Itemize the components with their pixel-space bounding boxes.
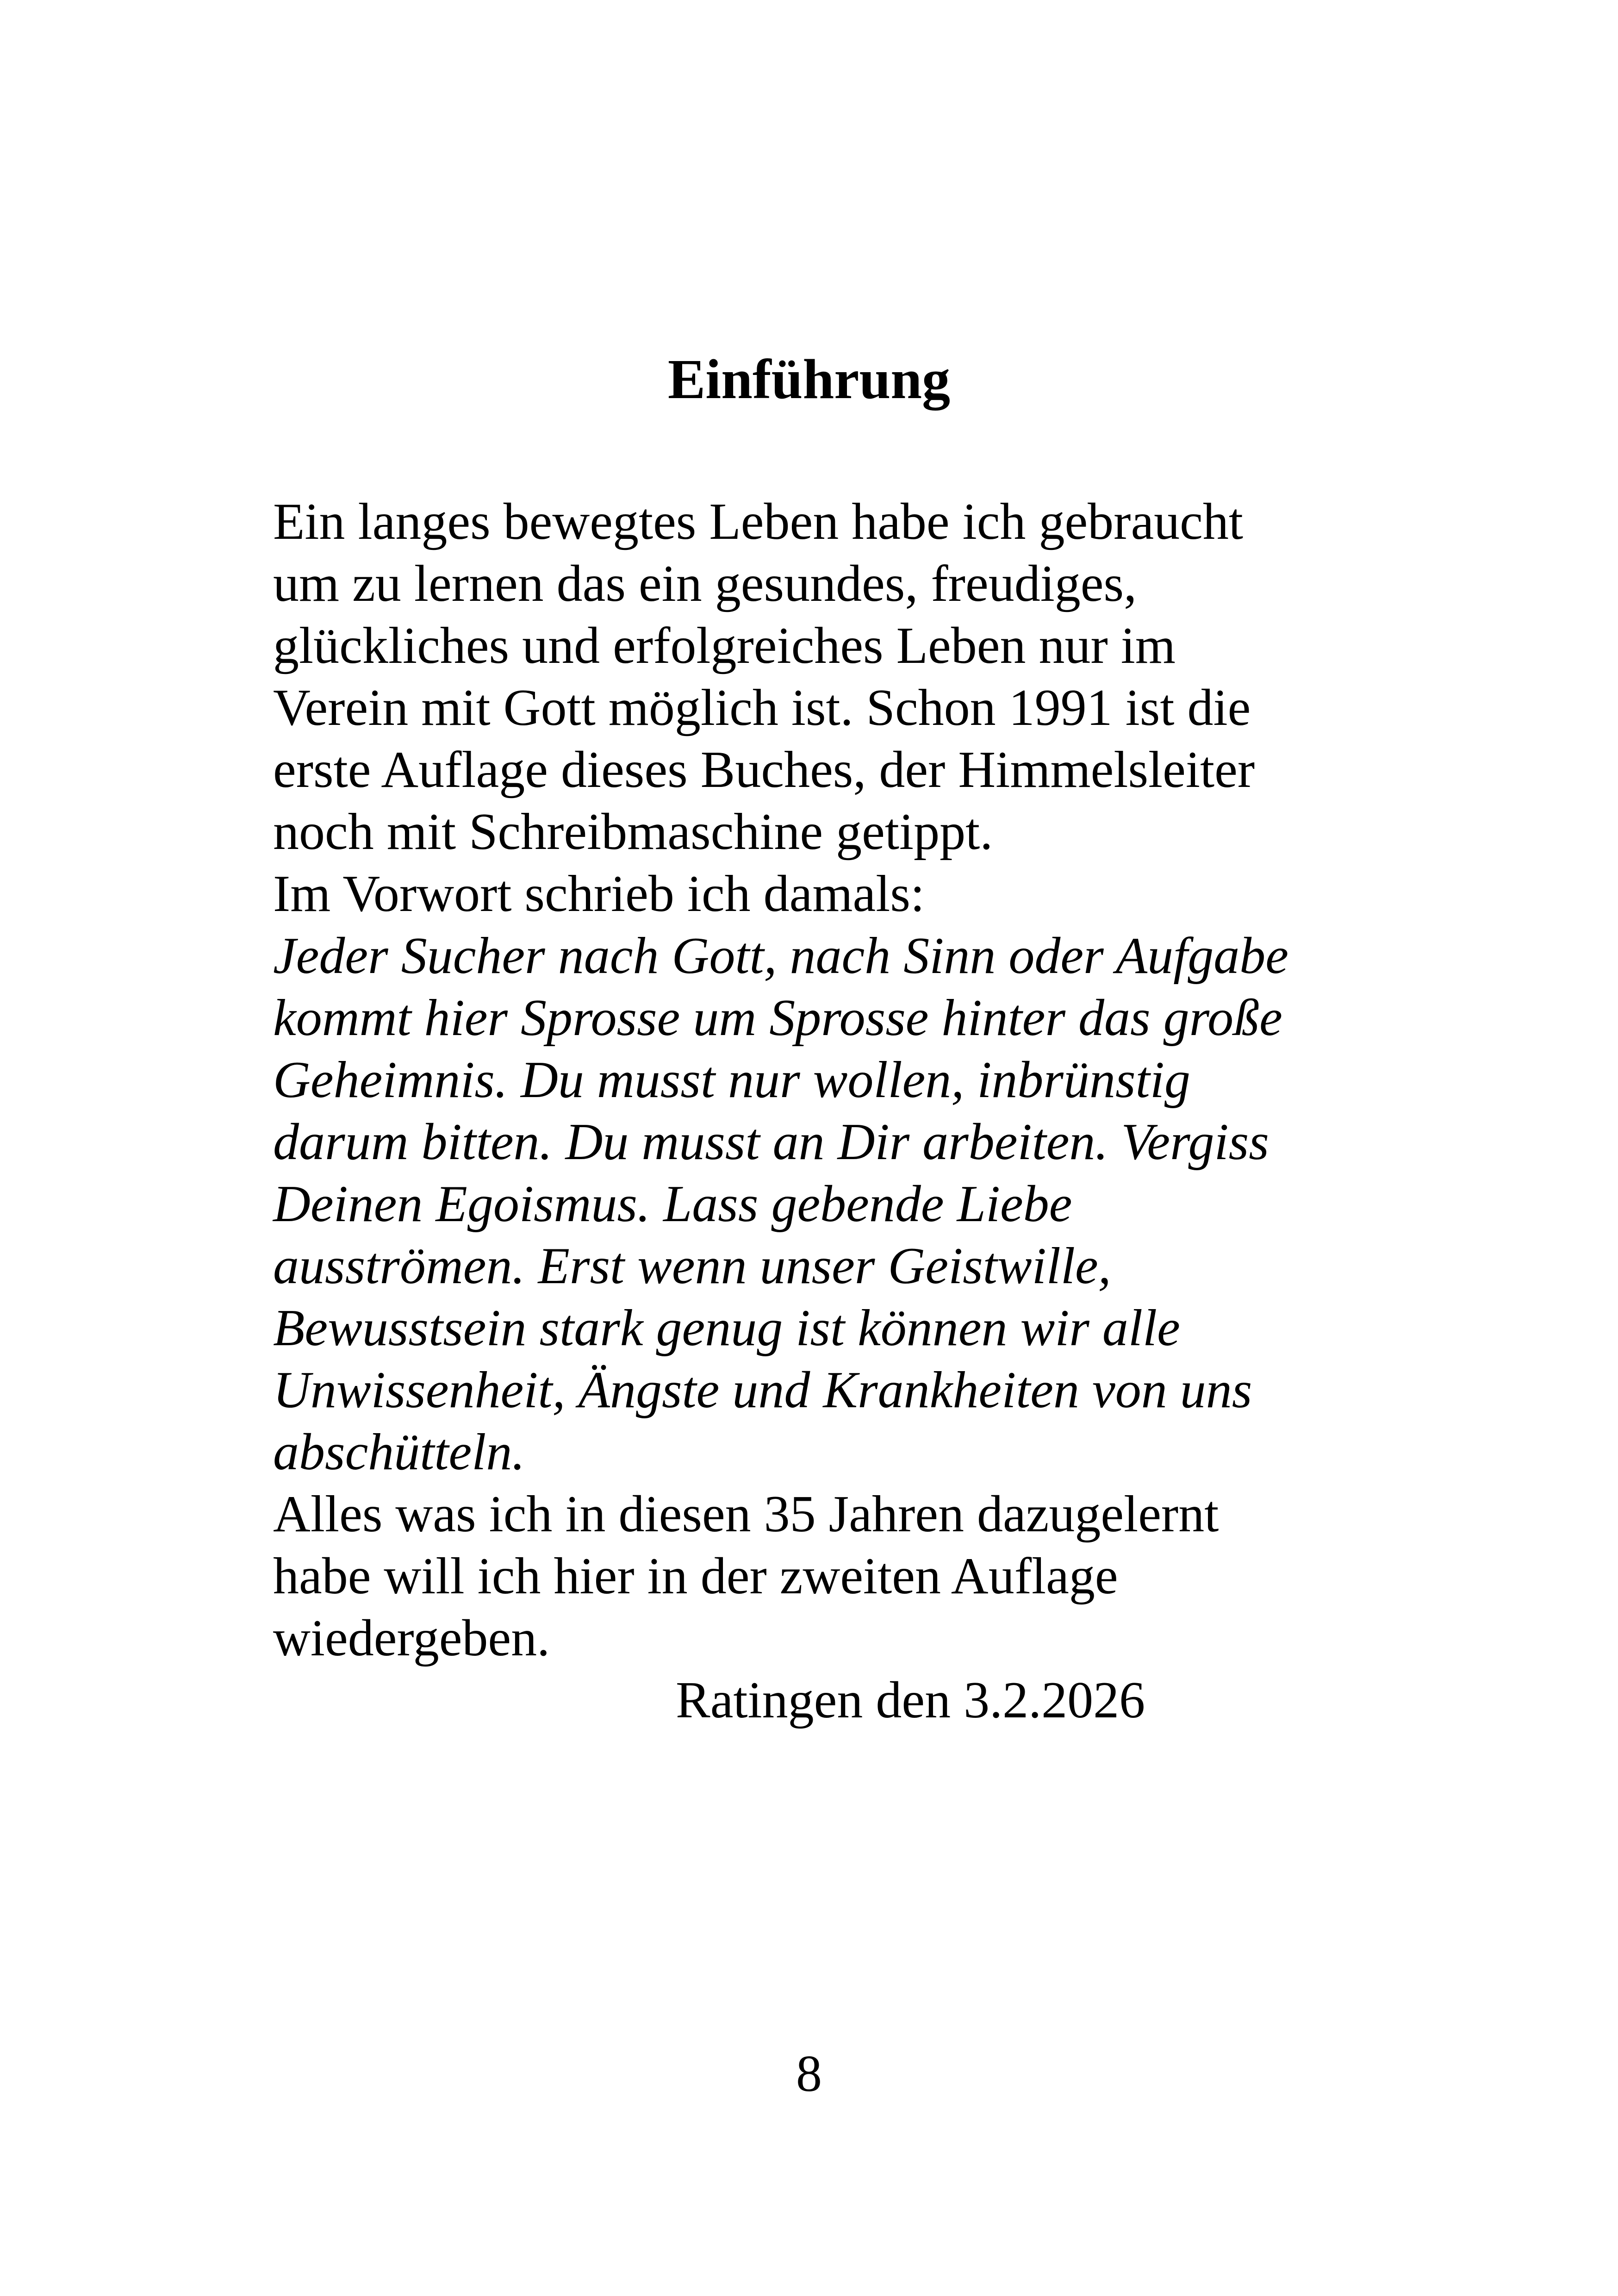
quote-line: Jeder Sucher nach Gott, nach Sinn oder Aufgabe <box>273 927 1288 985</box>
chapter-heading: Einführung <box>667 348 951 411</box>
text-line: Im Vorwort schrieb ich damals: <box>273 865 925 923</box>
text-line: glückliches und erfolgreiches Leben nur im <box>273 617 1176 674</box>
page-number: 8 <box>796 2045 822 2103</box>
text-line: Ein langes bewegtes Leben habe ich gebraucht <box>273 493 1244 550</box>
quote-line: abschütteln. <box>273 1423 525 1481</box>
quote-line: Bewusstsein stark genug ist können wir alle <box>273 1299 1180 1357</box>
text-line: um zu lernen das ein gesundes, freudiges, <box>273 555 1137 612</box>
text-line: wiedergeben. <box>273 1610 550 1667</box>
chapter-body <box>273 491 1384 1731</box>
text-line: Alles was ich in diesen 35 Jahren dazugelernt <box>273 1485 1219 1543</box>
quote-line: ausströmen. Erst wenn unser Geistwille, <box>273 1237 1111 1295</box>
text-line: noch mit Schreibmaschine getippt. <box>273 803 993 861</box>
text-line: habe will ich hier in der zweiten Auflage <box>273 1547 1118 1605</box>
text-line: Verein mit Gott möglich ist. Schon 1991 ist die <box>273 679 1251 736</box>
place-date-signature: Ratingen den 3.2.2026 <box>676 1672 1145 1729</box>
quote-line: Geheimnis. Du musst nur wollen, inbrünstig <box>273 1051 1190 1109</box>
quote-line: kommt hier Sprosse um Sprosse hinter das große <box>273 989 1282 1047</box>
quote-line: darum bitten. Du musst an Dir arbeiten. Vergiss <box>273 1113 1269 1171</box>
quote-line: Unwissenheit, Ängste und Krankheiten von uns <box>273 1361 1252 1419</box>
text-line: erste Auflage dieses Buches, der Himmelsleiter <box>273 741 1255 799</box>
quote-line: Deinen Egoismus. Lass gebende Liebe <box>273 1175 1072 1233</box>
